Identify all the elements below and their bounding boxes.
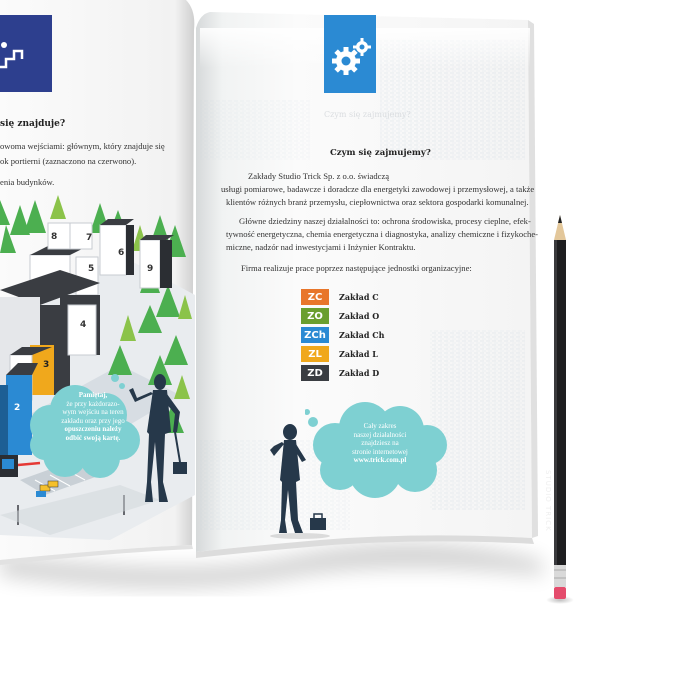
left-heading: się znajduje?: [0, 119, 66, 129]
para2: [226, 215, 538, 254]
gears-icon: [324, 15, 376, 93]
department-badge: ZO: [301, 308, 329, 324]
man-silhouette-right: [270, 420, 350, 540]
building-number: 9: [147, 264, 154, 274]
man-silhouette-left: [125, 372, 195, 512]
right-heading: Czym się zajmujemy?: [330, 148, 431, 158]
building-number: 8: [51, 232, 58, 242]
reminder-line: że przy każdorazo-: [66, 399, 120, 408]
pencil-brand: STUDIO TRICK: [544, 470, 552, 532]
department-row: [301, 365, 379, 381]
building-number: 3: [43, 360, 50, 370]
reminder-line: Pamiętaj,: [78, 391, 108, 399]
website-line: znajdziesz na: [361, 439, 399, 447]
department-badge: ZC: [301, 289, 329, 305]
department-badge: ZD: [301, 365, 329, 381]
para-line: usługi pomiarowe, badawcze i doradcze dla energetyki zawodowej i przemysłowej, a także: [221, 184, 535, 194]
right-section-tab: [324, 15, 376, 93]
reminder-line: zakładu oraz przy jego: [61, 416, 125, 425]
building-number: 7: [86, 233, 93, 243]
para1: [221, 170, 535, 209]
stairs-icon: [0, 15, 52, 92]
department-badge: ZCh: [301, 327, 329, 343]
reminder-line: odbić swoją kartę.: [65, 433, 121, 442]
para-line: Główne dziedziny naszej działalności to: ochrona środowiska, procesy cieplne, efek-: [239, 216, 531, 226]
para-line: Zakłady Studio Trick Sp. z o.o. świadczą: [248, 171, 390, 181]
department-name: Zakład L: [339, 349, 378, 359]
para-line: tywność energetyczna, chemia energetyczna i diagnostyka, analizy chemiczne i fizykoche-: [226, 229, 539, 239]
department-name: Zakład O: [339, 311, 380, 321]
department-name: Zakład D: [339, 368, 380, 378]
website-line: naszej działalności: [353, 430, 407, 439]
website-url: www.trick.com.pl: [353, 456, 407, 464]
building-number: 4: [80, 320, 87, 330]
department-row: [301, 346, 378, 362]
building-number: 5: [88, 264, 95, 274]
department-row: [301, 289, 379, 305]
building-number: 2: [14, 403, 21, 413]
building-number: 6: [118, 248, 125, 258]
left-text-line: enia budynków.: [0, 177, 55, 187]
website-line: Cały zakres: [363, 422, 397, 430]
ghost-heading: Czym się zajmujemy?: [324, 110, 411, 119]
reminder-line: opuszczeniu należy: [64, 425, 122, 433]
pencil: [540, 210, 580, 610]
reminder-line: wym wejściu na teren: [62, 408, 124, 416]
left-section-tab: [0, 15, 52, 92]
website-line: stronie internetowej: [352, 447, 408, 456]
department-row: [301, 327, 384, 343]
department-name: Zakład C: [339, 292, 379, 302]
department-badge: ZL: [301, 346, 329, 362]
department-name: Zakład Ch: [339, 330, 385, 340]
para-line: klientów różnych branż przemysłu, ciepłownictwa oraz sektora gospodarki komunalnej.: [226, 197, 529, 207]
left-text-line: ok portierni (zaznaczono na czerwono).: [0, 156, 137, 166]
department-row: [301, 308, 379, 324]
para3: Firma realizuje prace poprzez następujące jednostki organizacyjne:: [241, 263, 472, 273]
para-line: miczne, nadzór nad inwestycjami i Inżynier Kontraktu.: [226, 242, 416, 252]
left-text-line: owoma wejściami: głównym, który znajduje się: [0, 141, 165, 151]
